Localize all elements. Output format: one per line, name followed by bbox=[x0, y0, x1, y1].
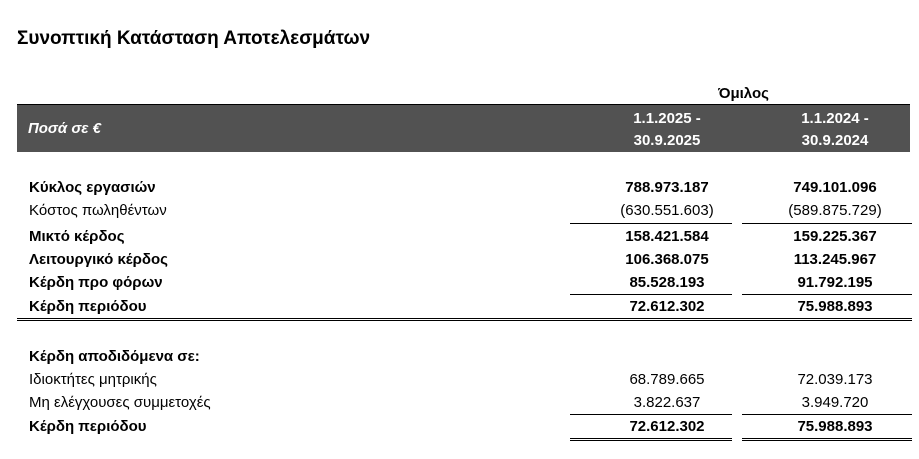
row-value-2025: 68.789.665 bbox=[629, 371, 705, 388]
row-value-2025: 3.822.637 bbox=[633, 394, 701, 411]
attribution-heading bbox=[17, 345, 910, 368]
row-value-2024: 75.988.893 bbox=[797, 418, 873, 435]
row-label: Μικτό κέρδος bbox=[29, 228, 125, 245]
row-label: Μη ελέγχουσες συμμετοχές bbox=[29, 394, 211, 411]
table-row-revenue bbox=[17, 176, 910, 199]
row-label: Κέρδη αποδιδόμενα σε: bbox=[29, 348, 200, 365]
table-row-operating-profit bbox=[17, 248, 910, 271]
group-label: Όμιλος bbox=[718, 85, 769, 102]
row-label: Κέρδη περιόδου bbox=[29, 418, 147, 435]
table-row-profit-for-period-total bbox=[17, 415, 910, 438]
row-label: Κέρδη περιόδου bbox=[29, 298, 147, 315]
row-value-2024: 113.245.967 bbox=[793, 251, 877, 268]
total-rule-2024 bbox=[742, 438, 912, 441]
table-row-owners-of-parent bbox=[17, 368, 910, 391]
table-row-profit-before-tax bbox=[17, 271, 910, 294]
period-header-2025 bbox=[592, 108, 742, 152]
table-header bbox=[17, 105, 910, 152]
period-2024-line1: 1.1.2024 - bbox=[801, 110, 869, 127]
period-2025-line1: 1.1.2025 - bbox=[633, 110, 701, 127]
row-value-2025: 788.973.187 bbox=[625, 179, 709, 196]
row-value-2024: (589.875.729) bbox=[788, 202, 882, 219]
row-label: Κέρδη προ φόρων bbox=[29, 274, 163, 291]
table-row-gross-profit bbox=[17, 225, 910, 248]
period-2024-line2: 30.9.2024 bbox=[801, 132, 869, 149]
statement-title: Συνοπτική Κατάσταση Αποτελεσμάτων bbox=[17, 28, 371, 49]
total-rule bbox=[17, 318, 912, 321]
subtotal-rule-2024 bbox=[742, 223, 912, 224]
total-rule-2025 bbox=[570, 438, 732, 441]
row-label: Ιδιοκτήτες μητρικής bbox=[29, 371, 157, 388]
row-value-2024: 159.225.367 bbox=[793, 228, 877, 245]
row-value-2025: 72.612.302 bbox=[629, 298, 705, 315]
row-label: Κύκλος εργασιών bbox=[29, 179, 156, 196]
row-value-2024: 3.949.720 bbox=[801, 394, 869, 411]
subtotal-rule-2025 bbox=[570, 223, 732, 224]
row-label: Λειτουργικό κέρδος bbox=[29, 251, 168, 268]
table-row-cost-of-sales bbox=[17, 199, 910, 222]
row-label: Κόστος πωληθέντων bbox=[29, 202, 167, 219]
table-row-non-controlling bbox=[17, 391, 910, 414]
row-value-2025: 158.421.584 bbox=[625, 228, 709, 245]
row-value-2024: 72.039.173 bbox=[797, 371, 873, 388]
row-value-2025: (630.551.603) bbox=[620, 202, 714, 219]
row-value-2024: 749.101.096 bbox=[793, 179, 877, 196]
row-value-2024: 75.988.893 bbox=[797, 298, 873, 315]
amounts-label: Ποσά σε € bbox=[28, 120, 101, 137]
period-2025-line2: 30.9.2025 bbox=[633, 132, 701, 149]
table-row-profit-for-period bbox=[17, 295, 910, 318]
row-value-2025: 72.612.302 bbox=[629, 418, 705, 435]
row-value-2024: 91.792.195 bbox=[797, 274, 873, 291]
period-header-2024 bbox=[760, 108, 910, 152]
row-value-2025: 106.368.075 bbox=[625, 251, 709, 268]
row-value-2025: 85.528.193 bbox=[629, 274, 705, 291]
